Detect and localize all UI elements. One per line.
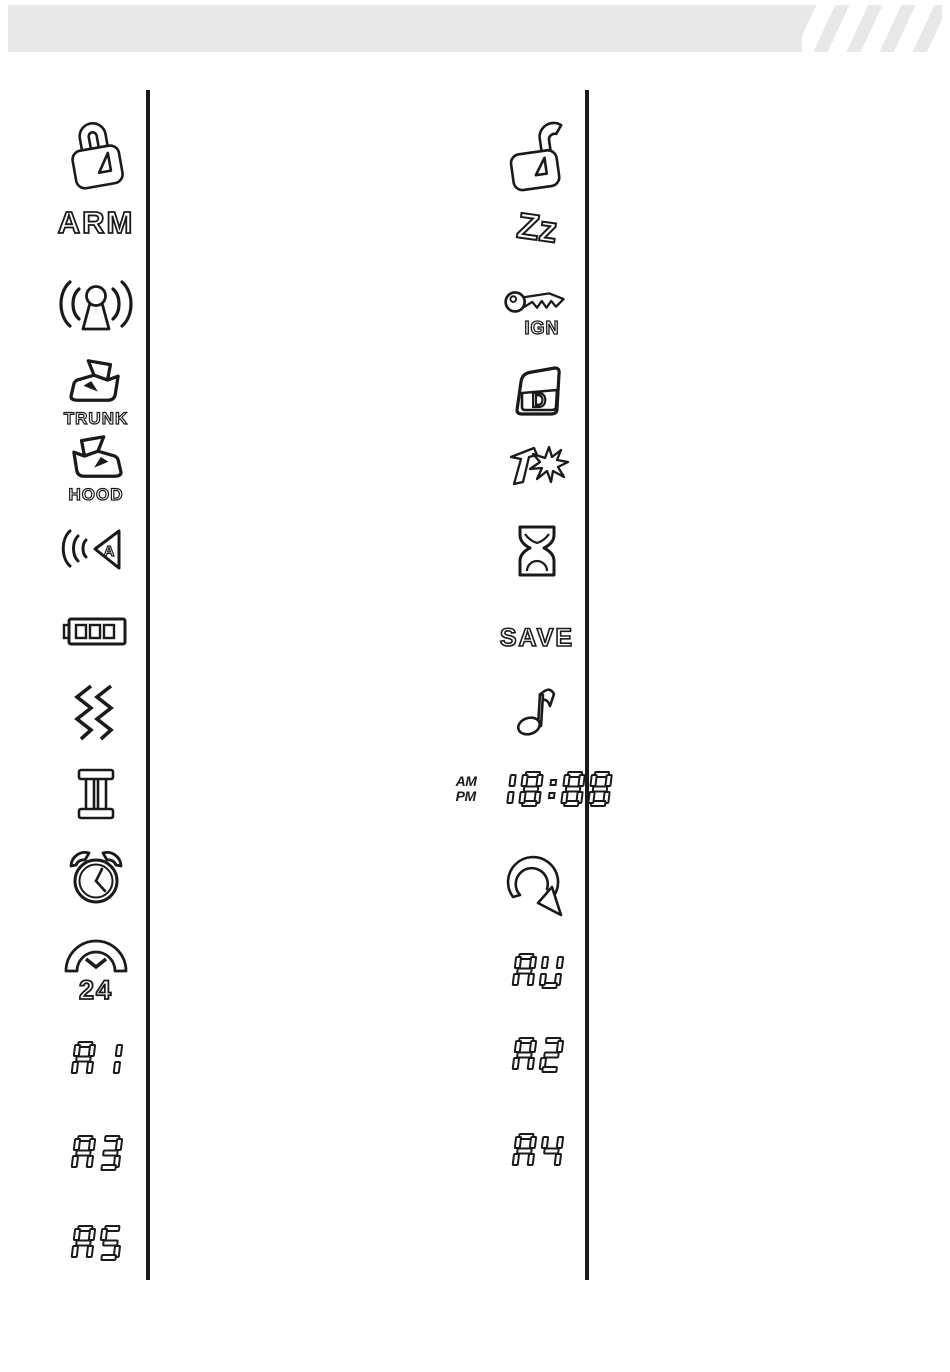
auto-rearm-arrow-icon xyxy=(503,845,571,923)
hourglass-timer-icon xyxy=(511,522,563,580)
ignition-key-icon xyxy=(500,282,574,338)
padlock-unlocked-icon xyxy=(503,112,571,196)
hood-open-icon xyxy=(50,432,142,504)
header-banner xyxy=(8,5,942,52)
channel-a1-display xyxy=(63,1038,129,1080)
tamper-impact-icon xyxy=(503,438,571,494)
music-note-icon xyxy=(513,680,561,738)
clock-pm-label: PM xyxy=(455,788,476,804)
clock-digits-display xyxy=(483,768,618,810)
pause-icon xyxy=(75,766,117,822)
trunk-open-icon xyxy=(50,356,142,428)
shock-sensor-icon xyxy=(71,682,121,742)
save-label xyxy=(477,622,597,654)
clock-display-icon xyxy=(456,768,619,810)
door-open-icon xyxy=(506,362,568,420)
antenna-transmit-icon xyxy=(52,276,140,338)
svg-text:IGN: IGN xyxy=(524,318,560,338)
siren-chirp-icon xyxy=(57,522,135,576)
svg-text:D: D xyxy=(531,390,547,412)
battery-icon xyxy=(62,614,130,650)
arm-label xyxy=(38,204,154,242)
channel-a3-display xyxy=(63,1132,129,1174)
right-column-divider xyxy=(585,90,589,1280)
left-column-divider xyxy=(146,90,150,1280)
padlock-locked-icon xyxy=(63,110,129,194)
svg-text:HOOD: HOOD xyxy=(68,485,124,504)
channel-a2-display xyxy=(504,1034,570,1076)
diagonal-stripes-decoration xyxy=(802,5,942,52)
alarm-clock-icon xyxy=(64,846,128,906)
svg-text:A: A xyxy=(103,543,115,560)
svg-text:24: 24 xyxy=(78,975,114,1004)
svg-text:SAVE: SAVE xyxy=(499,624,575,652)
svg-text:ARM: ARM xyxy=(57,205,135,240)
channel-a4-display xyxy=(504,1130,570,1172)
clock-am-label: AM xyxy=(455,773,477,789)
channel-au-display xyxy=(504,950,570,992)
sleep-zz-icon xyxy=(494,202,580,258)
clock-ampm-labels xyxy=(456,774,477,804)
24-hour-timer-icon xyxy=(60,938,132,1004)
svg-text:Zz: Zz xyxy=(514,204,561,251)
channel-a5-display xyxy=(63,1222,129,1264)
svg-text:TRUNK: TRUNK xyxy=(63,409,129,428)
